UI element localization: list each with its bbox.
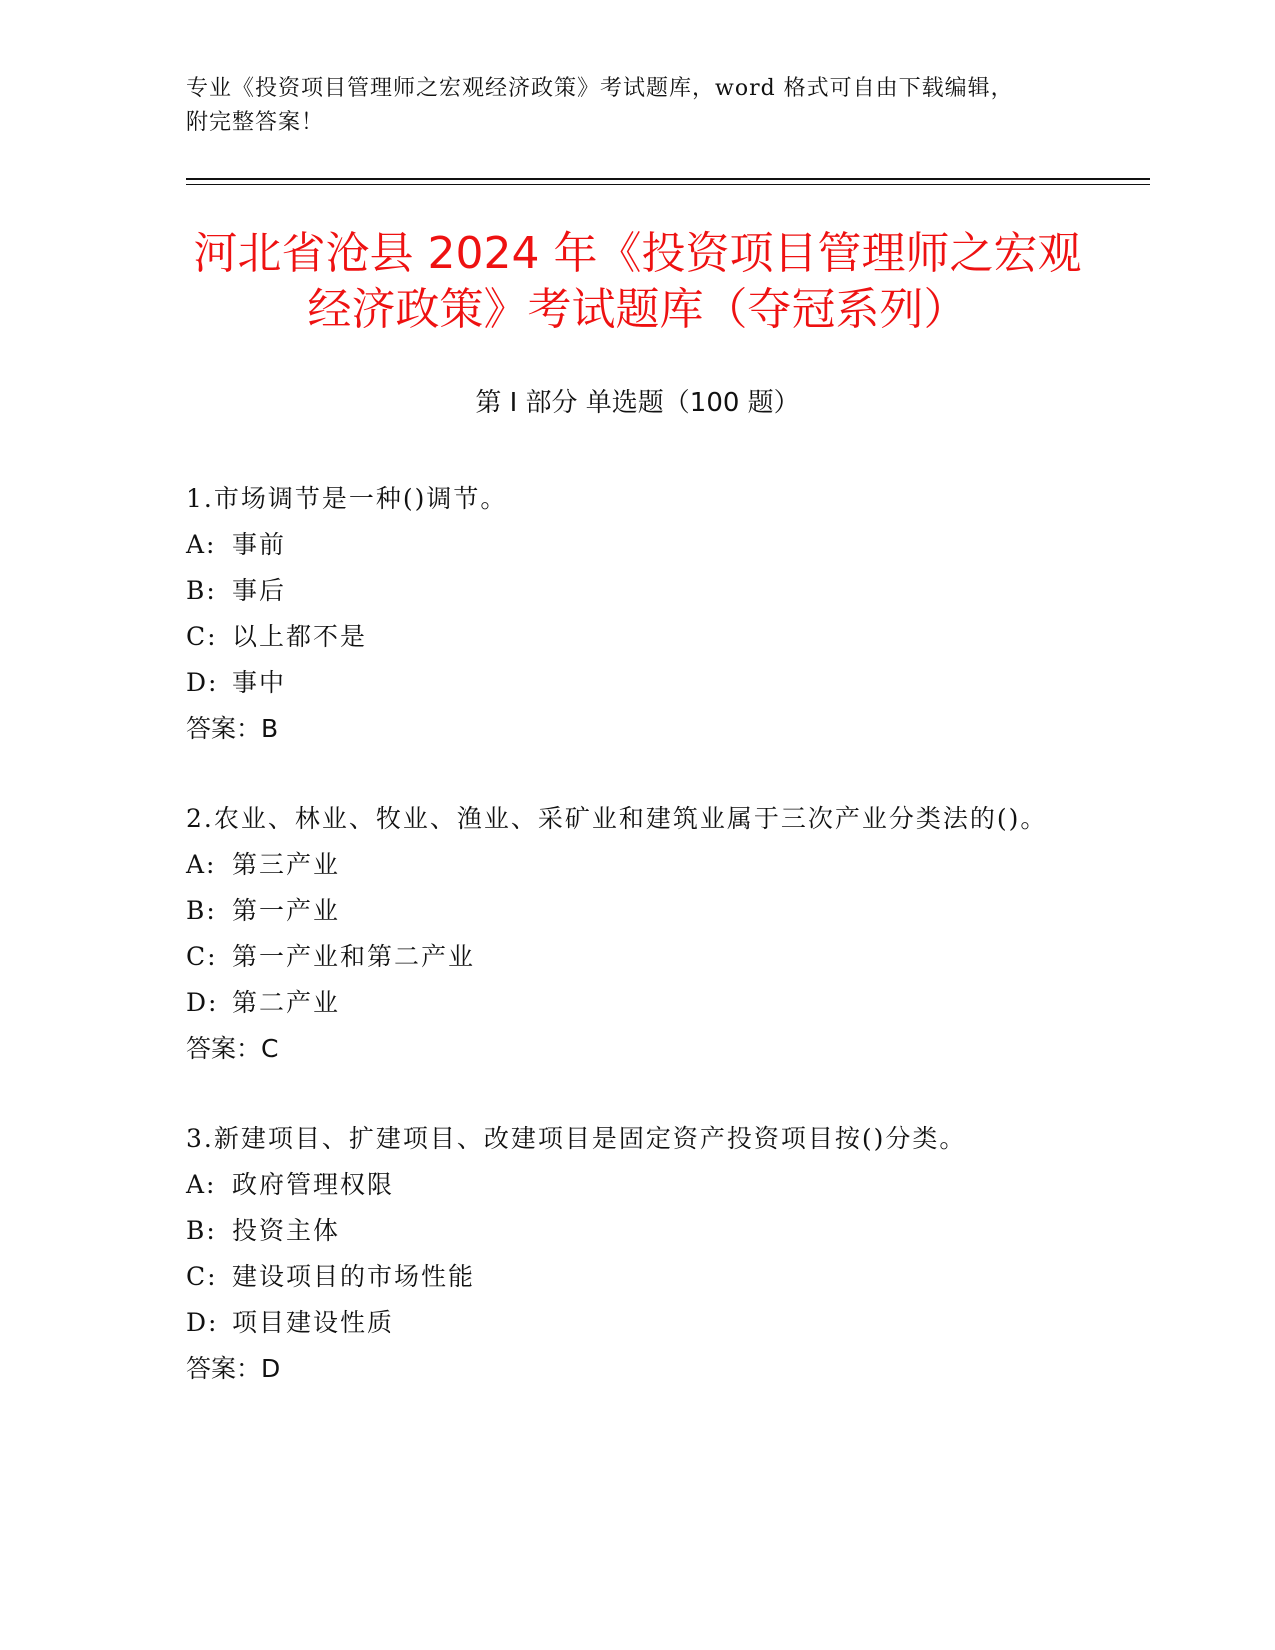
answer: 答案：C (186, 1034, 279, 1063)
header-divider-thin (186, 184, 1150, 185)
option-text: 投资主体 (232, 1216, 341, 1245)
option-letter: A: (186, 530, 217, 559)
option-c (186, 1254, 1086, 1300)
question-3 (186, 1116, 1086, 1392)
header-divider-thick (186, 178, 1150, 180)
option-letter: B: (186, 576, 217, 605)
header-note (186, 72, 1086, 140)
option-text: 建设项目的市场性能 (232, 1262, 476, 1291)
answer: 答案：D (186, 1354, 281, 1383)
question-stem: 3.新建项目、扩建项目、改建项目是固定资产投资项目按()分类。 (186, 1124, 967, 1153)
option-d (186, 1300, 1086, 1346)
question-stem: 2.农业、林业、牧业、渔业、采矿业和建筑业属于三次产业分类法的()。 (186, 804, 1048, 833)
section-title: 第 I 部分 单选题（100 题） (475, 388, 800, 418)
option-a (186, 842, 1086, 888)
document-title (0, 226, 1275, 338)
option-letter: D: (186, 1308, 219, 1337)
option-letter: A: (186, 1170, 217, 1199)
option-letter: D: (186, 988, 219, 1017)
option-text: 第一产业和第二产业 (232, 942, 476, 971)
option-letter: B: (186, 1216, 217, 1245)
option-b (186, 888, 1086, 934)
option-letter: C: (186, 1262, 218, 1291)
option-text: 政府管理权限 (232, 1170, 395, 1199)
option-b (186, 1208, 1086, 1254)
question-stem: 1.市场调节是一种()调节。 (186, 484, 508, 513)
option-a (186, 1162, 1086, 1208)
option-d (186, 660, 1086, 706)
option-text: 事后 (232, 576, 287, 605)
option-c (186, 614, 1086, 660)
option-text: 第三产业 (232, 850, 341, 879)
document-title-line-1: 河北省沧县 2024 年《投资项目管理师之宏观 (193, 228, 1082, 279)
option-d (186, 980, 1086, 1026)
option-letter: C: (186, 942, 218, 971)
option-text: 以上都不是 (232, 622, 368, 651)
answer: 答案：B (186, 714, 279, 743)
option-text: 事中 (232, 668, 287, 697)
option-letter: B: (186, 896, 217, 925)
option-letter: D: (186, 668, 219, 697)
option-b (186, 568, 1086, 614)
header-note-line-1: 专业《投资项目管理师之宏观经济政策》考试题库，word 格式可自由下载编辑， (186, 76, 1014, 101)
option-text: 第一产业 (232, 896, 341, 925)
option-letter: C: (186, 622, 218, 651)
option-a (186, 522, 1086, 568)
question-2 (186, 796, 1086, 1072)
option-text: 第二产业 (232, 988, 341, 1017)
question-list (186, 476, 1086, 1436)
option-letter: A: (186, 850, 217, 879)
option-text: 项目建设性质 (232, 1308, 395, 1337)
option-text: 事前 (232, 530, 287, 559)
question-1 (186, 476, 1086, 752)
document-title-line-2: 经济政策》考试题库（夺冠系列） (307, 284, 968, 335)
header-note-line-2: 附完整答案！ (186, 110, 325, 135)
option-c (186, 934, 1086, 980)
